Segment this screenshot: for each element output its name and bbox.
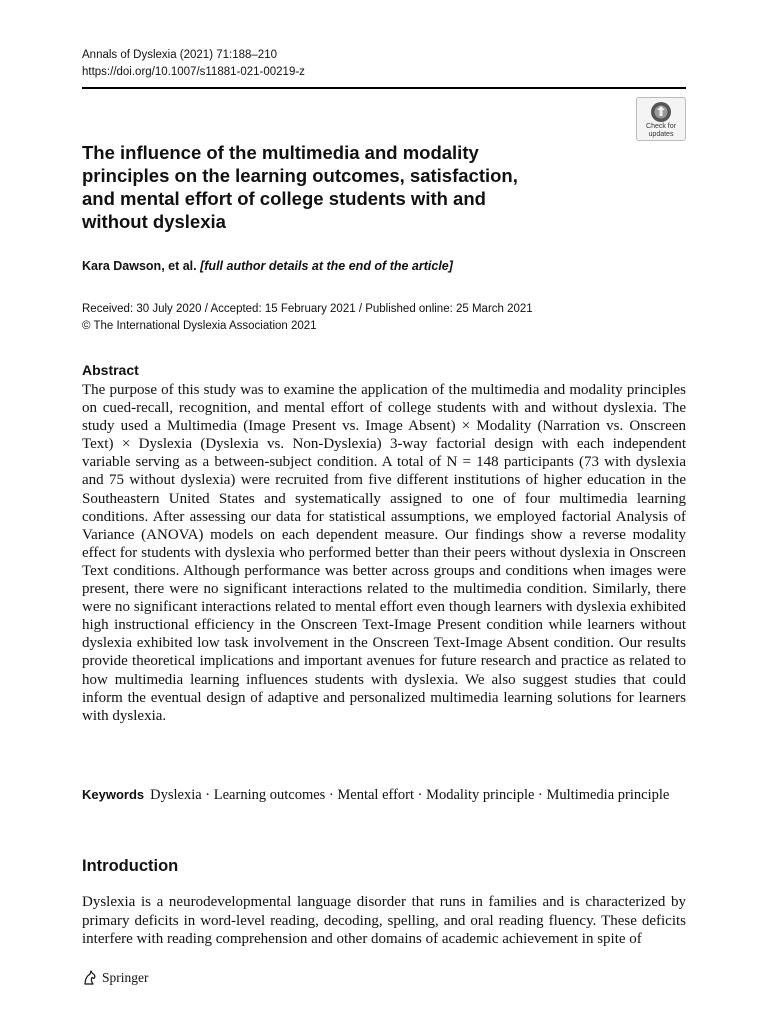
keywords (82, 786, 686, 804)
keywords-label: Keywords (82, 787, 145, 802)
author-names: Kara Dawson, et al. (82, 259, 197, 273)
date-line: Received: 30 July 2020 / Accepted: 15 February 2021 / Published online: 25 March 2021 (82, 303, 533, 315)
journal-citation: Annals of Dyslexia (2021) 71:188–210 (82, 49, 277, 61)
author-details-note[interactable]: [full author details at the end of the article] (200, 259, 453, 273)
badge-label-line1: Check for (646, 123, 676, 130)
doi-link[interactable]: https://doi.org/10.1007/s11881-021-00219-z (82, 66, 305, 78)
check-for-updates-badge[interactable] (636, 97, 686, 141)
abstract-text: The purpose of this study was to examine the application of the multimedia and modality principles on cued-recall, recognition, and mental effort of college students with and without dyslexia. The study used a Multimedia (Image Present vs. Image Absent) × Modality (Narration vs. Onscreen Text) × Dyslexia (Dyslexia vs. Non-Dyslexia) 3-way factorial design with each independent variable serving as a between-subject condition. A total of N = 148 participants (73 with dyslexia and 75 without dyslexia) were recruited from five different institutions of higher education in the Southeastern United States and systematically assigned to one of four multimedia learning conditions. After assessing our data for statistical assumptions, we employed factorial Analysis of Variance (ANOVA) models on each dependent measure. Our findings show a reverse modality effect for students with dyslexia who performed better than their peers without dyslexia in Onscreen Text conditions. Although performance was better across groups and conditions when images were present, there were no significant interactions related to the multimedia condition. Similarly, there were no significant interactions related to mental effort even though learners with dyslexia exhibited high instructional efficiency in the Onscreen Text-Image Present condition while learners without dyslexia exhibited low task involvement in the Onscreen Text-Image Absent condition. Our results provide theoretical implications and important avenues for future research and practice as related to how multimedia learning influences students with dyslexia. We also suggest studies that could inform the eventual design of adaptive and personalized multimedia learning solutions for learners with dyslexia. (82, 382, 686, 724)
springer-horse-icon (82, 970, 98, 986)
header-rule (82, 87, 686, 89)
abstract-heading: Abstract (82, 362, 139, 378)
keywords-list: Dyslexia · Learning outcomes · Mental effort · Modality principle · Multimedia principle (150, 787, 670, 803)
page-footer (82, 970, 149, 986)
author-line (82, 259, 453, 273)
publication-dates (82, 301, 533, 335)
update-check-icon (650, 101, 672, 123)
introduction-heading: Introduction (82, 857, 179, 875)
badge-label-line2: updates (648, 130, 674, 138)
publisher-name: Springer (102, 970, 149, 985)
copyright-line: © The International Dyslexia Association 2021 (82, 320, 317, 332)
introduction-text: Dyslexia is a neurodevelopmental language disorder that runs in families and is characterized by primary deficits in word-level reading, decoding, spelling, and oral reading fluency. These deficits interfere with reading comprehension and other domains of academic achievement in spite of (82, 894, 686, 948)
article-title: The influence of the multimedia and modality principles on the learning outcomes, satisfaction, and mental effort of college students with and without dyslexia (82, 142, 518, 232)
journal-header (82, 47, 305, 81)
